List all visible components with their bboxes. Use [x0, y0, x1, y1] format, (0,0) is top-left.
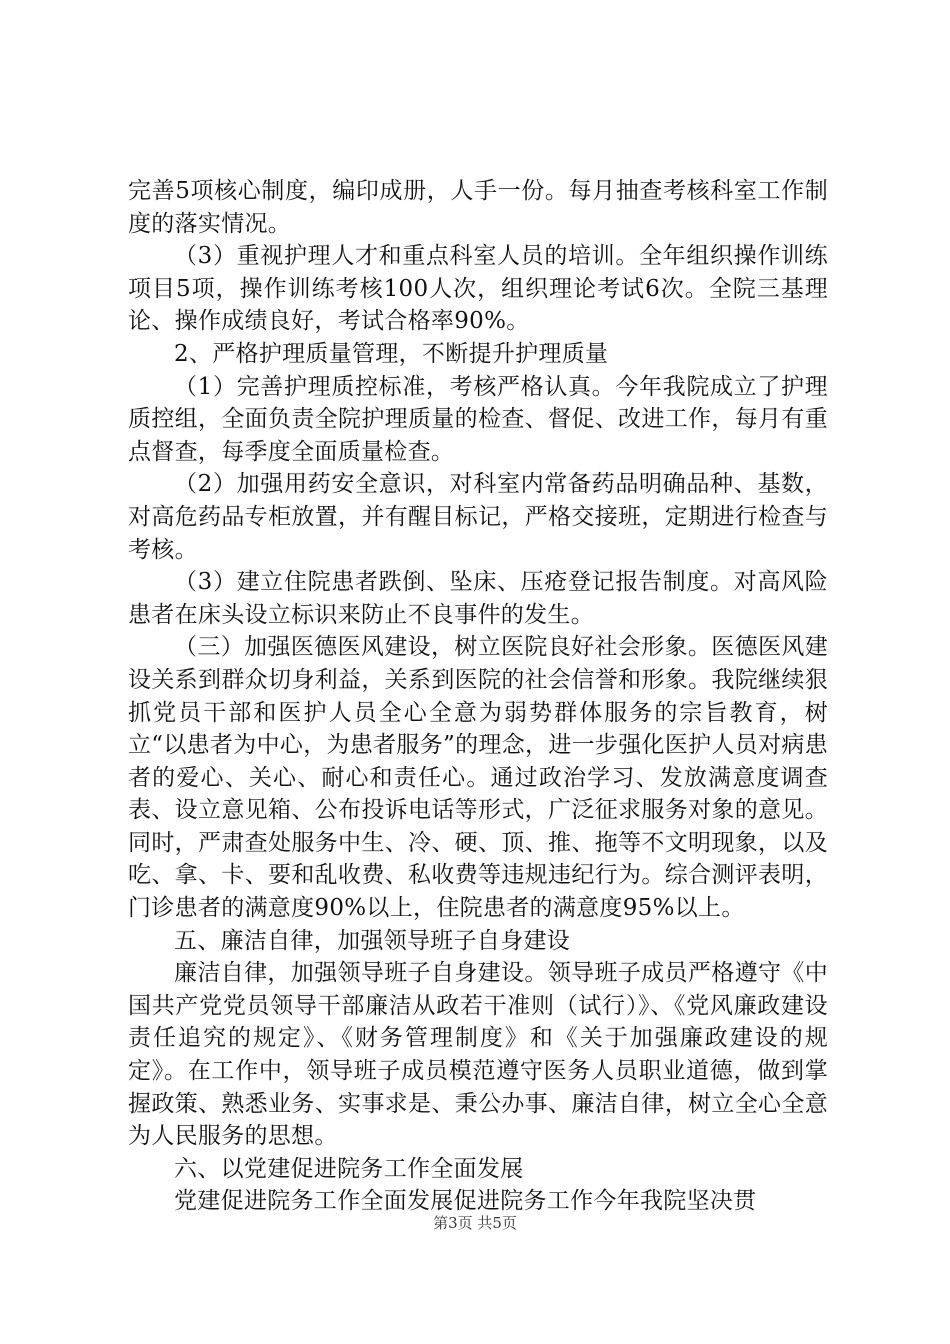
- paragraph-party-building: 党建促进院务工作全面发展促进院务工作今年我院坚决贯: [174, 1188, 757, 1215]
- paragraph-drug-safety: （2）加强用药安全意识，对科室内常备药品明确品种、基数，对高危药品专柜放置，并有醒目标记，严格交接班，定期进行检查与考核。: [128, 471, 828, 563]
- paragraph-fall-reporting: （3）建立住院患者跌倒、坠床、压疮登记报告制度。对高风险患者在床头设立标识来防止不良事件的发生。: [128, 569, 828, 628]
- heading-integrity: 五、廉洁自律，加强领导班子自身建设: [174, 927, 571, 954]
- heading-party-building: 六、以党建促进院务工作全面发展: [174, 1155, 524, 1182]
- paragraph-training: （3）重视护理人才和重点科室人员的培训。全年组织操作训练项目5项，操作训练考核100人次，组织理论考试6次。全院三基理论、操作成绩良好，考试合格率90%。: [128, 243, 828, 335]
- paragraph-integrity: 廉洁自律，加强领导班子自身建设。领导班子成员严格遵守《中国共产党党员领导干部廉洁从政若干准则（试行）》、《党风廉政建设责任追究的规定》、《财务管理制度》和《关于加强廉政建设的规定》。在工作中，领导班子成员模范遵守医务人员职业道德，做到掌握政策、熟悉业务、实事求是、秉公办事、廉洁自律，树立全心全意为人民服务的思想。: [128, 960, 828, 1150]
- paragraph-quality-control: （1）完善护理质控标准，考核严格认真。今年我院成立了护理质控组，全面负责全院护理质量的检查、督促、改进工作，每月有重点督查，每季度全面质量检查。: [128, 373, 828, 465]
- paragraph-medical-ethics: （三）加强医德医风建设，树立医院良好社会形象。医德医风建设关系到群众切身利益，关系到医院的社会信誉和形象。我院继续狠抓党员干部和医护人员全心全意为弱势群体服务的宗旨教育，树立“以患者为中心，为患者服务”的理念，进一步强化医护人员对病患者的爱心、关心、耐心和责任心。通过政治学习、发放满意度调查表、设立意见箱、公布投诉电话等形式，广泛征求服务对象的意见。同时，严肃查处服务中生、冷、硬、顶、推、拖等不文明现象，以及吃、拿、卡、要和乱收费、私收费等违规违纪行为。综合测评表明，门诊患者的满意度90%以上，住院患者的满意度95%以上。: [128, 634, 828, 922]
- page-footer: 第3页 共5页: [433, 1214, 517, 1232]
- document-body: [128, 175, 828, 1218]
- heading-nursing-quality: 2、严格护理质量管理，不断提升护理质量: [174, 340, 609, 367]
- paragraph-core-systems: 完善5项核心制度，编印成册，人手一份。每月抽查考核科室工作制度的落实情况。: [128, 178, 828, 237]
